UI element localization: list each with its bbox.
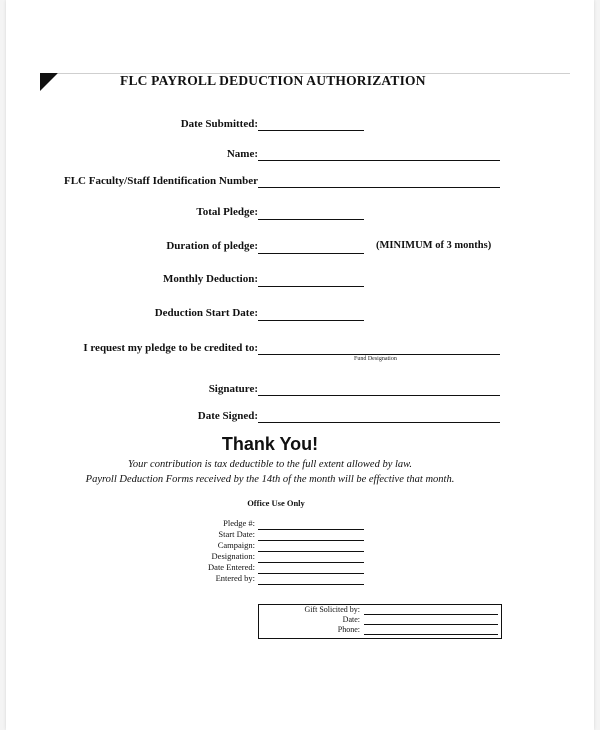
credited-to-label: I request my pledge to be credited to: — [83, 342, 258, 354]
form-title: FLC PAYROLL DEDUCTION AUTHORIZATION — [120, 73, 426, 88]
date-entered-label: Date Entered: — [208, 562, 255, 572]
deadline-note: Payroll Deduction Forms received by the 14th of the month will be effective that month. — [85, 474, 455, 485]
designation-label: Designation: — [211, 551, 255, 561]
signature-label: Signature: — [208, 383, 258, 395]
campaign-label: Campaign: — [217, 540, 255, 550]
signature-field[interactable] — [258, 395, 500, 396]
gift-phone-field[interactable] — [364, 634, 498, 635]
entered-by-label: Entered by: — [215, 573, 255, 583]
duration-minimum-note: (MINIMUM of 3 months) — [376, 240, 492, 251]
total-pledge-field[interactable] — [258, 219, 364, 220]
date-signed-field[interactable] — [258, 422, 500, 423]
campaign-field[interactable] — [258, 551, 364, 552]
designation-field[interactable] — [258, 562, 364, 563]
gift-phone-label: Phone: — [337, 625, 360, 634]
monthly-deduction-field[interactable] — [258, 286, 364, 287]
id-number-label: FLC Faculty/Staff Identification Number — [63, 175, 258, 187]
name-field[interactable] — [258, 160, 500, 161]
office-use-heading: Office Use Only — [247, 498, 305, 508]
start-date-field[interactable] — [258, 320, 364, 321]
office-start-date-field[interactable] — [258, 540, 364, 541]
date-entered-field[interactable] — [258, 573, 364, 574]
fund-designation-caption: Fund Designation — [354, 356, 397, 362]
office-start-date-label: Start Date: — [218, 529, 255, 539]
gift-date-label: Date: — [342, 615, 360, 624]
monthly-deduction-label: Monthly Deduction: — [162, 273, 258, 285]
start-date-label: Deduction Start Date: — [154, 307, 258, 319]
duration-field[interactable] — [258, 253, 364, 254]
gift-solicited-by-field[interactable] — [364, 614, 498, 615]
total-pledge-label: Total Pledge: — [196, 206, 258, 218]
corner-triangle-icon — [40, 73, 58, 91]
pledge-number-label: Pledge #: — [223, 518, 255, 528]
date-submitted-field[interactable] — [258, 130, 364, 131]
thank-you-heading: Thank You! — [221, 434, 319, 454]
id-number-field[interactable] — [258, 187, 500, 188]
entered-by-field[interactable] — [258, 584, 364, 585]
date-signed-label: Date Signed: — [197, 410, 258, 422]
gift-solicited-by-label: Gift Solicited by: — [304, 605, 360, 614]
tax-note: Your contribution is tax deductible to the full extent allowed by law. — [127, 459, 413, 470]
name-label: Name: — [226, 148, 258, 160]
date-submitted-label: Date Submitted: — [180, 118, 258, 130]
gift-date-field[interactable] — [364, 624, 498, 625]
pledge-number-field[interactable] — [258, 529, 364, 530]
duration-label: Duration of pledge: — [166, 240, 258, 252]
credited-to-field[interactable] — [258, 354, 500, 355]
